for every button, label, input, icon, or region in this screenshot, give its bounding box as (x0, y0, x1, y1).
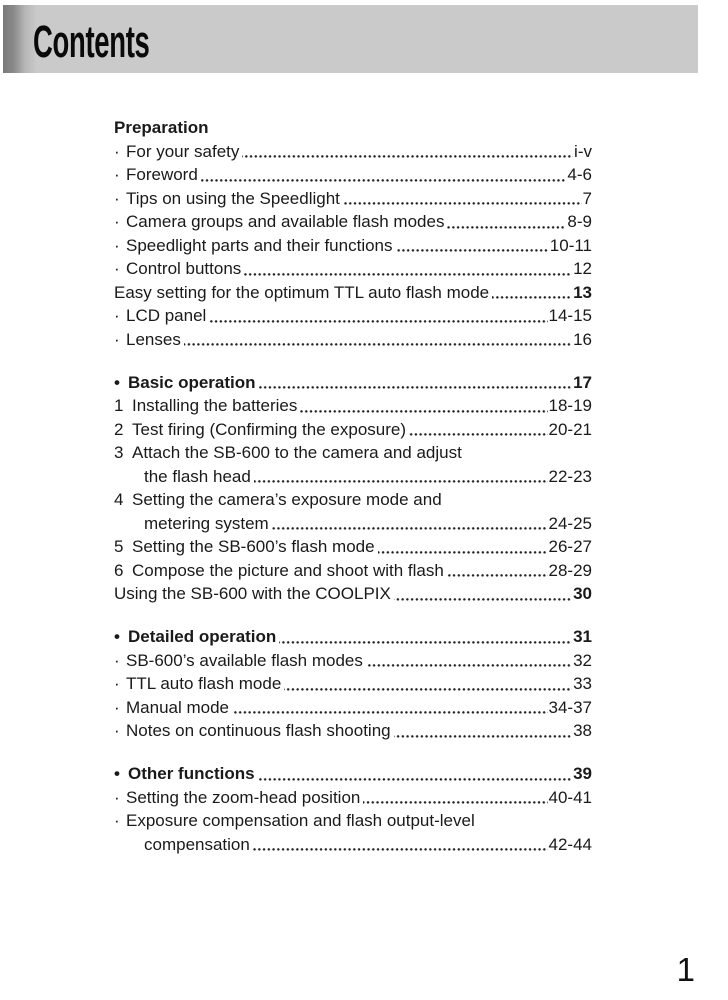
page-ref: 34-37 (548, 697, 592, 717)
dot-leader (232, 711, 548, 714)
toc-entry (114, 140, 592, 164)
page-ref: 30 (573, 584, 592, 603)
middot-bullet-icon: · (114, 329, 120, 349)
toc-entry-label: Control buttons (126, 259, 242, 278)
dot-leader (201, 179, 567, 182)
toc-entry-label: Lenses (126, 329, 181, 349)
middot-bullet-icon: · (114, 721, 120, 740)
toc-entry (114, 257, 592, 281)
dot-leader (394, 735, 572, 738)
page-ref: 16 (573, 329, 592, 349)
toc-entry-label: Manual mode (126, 697, 230, 717)
toc-section-heading (114, 371, 592, 395)
dot-leader (343, 202, 582, 205)
middot-bullet-icon: · (114, 306, 120, 325)
toc-entry-label: LCD panel (126, 306, 207, 325)
toc-entry-label: Basic operation (128, 372, 256, 392)
middot-bullet-icon: · (114, 188, 120, 208)
toc-entry-label: Exposure compensation and flash output-level (126, 811, 475, 830)
dot-leader (409, 433, 548, 436)
toc-entry-label: metering system (144, 513, 269, 533)
toc-entry-label: Compose the picture and shoot with flash (132, 560, 444, 580)
dot-leader (258, 778, 573, 781)
toc-entry (114, 187, 592, 211)
section-gap (114, 606, 592, 626)
toc-entry-label: Tips on using the Speedlight (126, 188, 340, 208)
page-ref: 40-41 (548, 787, 592, 807)
page-ref: 4-6 (567, 165, 592, 184)
dot-leader (394, 598, 572, 601)
toc-entry-label: Test firing (Confirming the exposure) (132, 419, 407, 439)
section-gap (114, 351, 592, 371)
bullet-icon: • (114, 764, 120, 783)
toc-entry-label: Camera groups and available flash modes (126, 212, 445, 231)
page-ref: 39 (573, 764, 592, 783)
dot-leader (396, 249, 549, 252)
toc-entry (114, 328, 592, 352)
toc-entry-label: Setting the SB-600’s flash mode (132, 537, 375, 556)
page-ref: 42-44 (548, 834, 592, 854)
bullet-icon: • (114, 372, 120, 392)
middot-bullet-icon: · (114, 787, 120, 807)
toc-entry (114, 163, 592, 187)
toc-entry-label: Using the SB-600 with the COOLPIX (114, 584, 391, 603)
dot-leader (363, 801, 547, 804)
middot-bullet-icon: · (114, 674, 120, 693)
toc-entry (114, 210, 592, 234)
toc-entry-label: Setting the zoom-head position (126, 787, 361, 807)
page-ref: i-v (574, 141, 592, 161)
dot-leader (184, 343, 572, 346)
page-ref: 26-27 (548, 537, 592, 556)
middot-bullet-icon: · (114, 811, 120, 830)
page-ref: 18-19 (548, 396, 592, 415)
toc-entry (114, 304, 592, 328)
page-ref: 7 (582, 188, 592, 208)
toc-entry-label: SB-600’s available flash modes (126, 650, 363, 670)
toc-entry-label: compensation (144, 834, 250, 854)
toc-entry-label: Setting the camera’s exposure mode and (132, 490, 442, 509)
page-ref: 14-15 (548, 306, 592, 325)
item-number: 3 (114, 443, 124, 462)
toc-entry-label: the flash head (144, 466, 251, 486)
toc-entry (114, 535, 592, 559)
middot-bullet-icon: · (114, 235, 120, 255)
dot-leader (492, 296, 572, 299)
page-ref: 31 (573, 627, 592, 646)
toc-entry-label: Other functions (128, 764, 255, 783)
toc-entry-label: Detailed operation (128, 627, 277, 646)
toc-entry (114, 672, 592, 696)
toc-entry (114, 786, 592, 810)
dot-leader (284, 688, 572, 691)
toc-section-heading (114, 762, 592, 786)
toc-entry (114, 809, 592, 833)
page-ref: 17 (573, 372, 592, 392)
dot-leader (447, 574, 548, 577)
toc-entry (114, 512, 592, 536)
item-number: 6 (114, 560, 124, 580)
toc-entry (114, 833, 592, 857)
toc-entry-label: Notes on continuous flash shooting (126, 721, 391, 740)
toc-section-heading (114, 625, 592, 649)
middot-bullet-icon: · (114, 650, 120, 670)
page-title: Contents (33, 16, 150, 67)
toc-entry (114, 441, 592, 465)
dot-leader (378, 551, 548, 554)
page-ref: 38 (573, 721, 592, 740)
toc-entry (114, 719, 592, 743)
bullet-icon: • (114, 627, 120, 646)
page-ref: 12 (573, 259, 592, 278)
toc-entry (114, 418, 592, 442)
toc-entry (114, 394, 592, 418)
dot-leader (272, 527, 548, 530)
middot-bullet-icon: · (114, 141, 120, 161)
toc-entry-label: TTL auto flash mode (126, 674, 282, 693)
toc-entry (114, 649, 592, 673)
item-number: 5 (114, 537, 124, 556)
header-bar (3, 5, 698, 73)
dot-leader (209, 320, 547, 323)
dot-leader (253, 848, 548, 851)
dot-leader (447, 226, 566, 229)
toc-entry (114, 465, 592, 489)
toc-list (114, 116, 592, 856)
toc-heading (114, 116, 592, 140)
page-number: 1 (676, 951, 695, 988)
page-ref: 22-23 (548, 466, 592, 486)
middot-bullet-icon: · (114, 165, 120, 184)
page-ref: 10-11 (549, 235, 592, 255)
toc-entry-label: Speedlight parts and their functions (126, 235, 393, 255)
dot-leader (300, 410, 547, 413)
page-ref: 32 (573, 650, 592, 670)
page-ref: 8-9 (567, 212, 592, 231)
toc-entry (114, 234, 592, 258)
toc-entry (114, 281, 592, 305)
toc-entry-label: Foreword (126, 165, 198, 184)
toc-entry-label: Easy setting for the optimum TTL auto flash mode (114, 282, 490, 302)
dot-leader (244, 273, 572, 276)
middot-bullet-icon: · (114, 697, 120, 717)
toc-entry (114, 582, 592, 606)
toc-entry-label: Attach the SB-600 to the camera and adjust (132, 443, 462, 462)
middot-bullet-icon: · (114, 212, 120, 231)
section-gap (114, 743, 592, 763)
page-ref: 33 (573, 674, 592, 693)
page-ref: 20-21 (548, 419, 592, 439)
dot-leader (242, 155, 573, 158)
toc-entry (114, 696, 592, 720)
page-ref: 28-29 (548, 560, 592, 580)
dot-leader (279, 641, 572, 644)
item-number: 4 (114, 490, 124, 509)
page-ref: 13 (573, 282, 592, 302)
toc-entry-label: Preparation (114, 118, 209, 137)
toc-entry-label: Installing the batteries (132, 396, 298, 415)
dot-leader (366, 664, 572, 667)
middot-bullet-icon: · (114, 259, 120, 278)
dot-leader (259, 386, 573, 389)
page-ref: 24-25 (548, 513, 592, 533)
toc-entry-label: For your safety (126, 141, 240, 161)
item-number: 2 (114, 419, 124, 439)
item-number: 1 (114, 396, 124, 415)
toc-entry (114, 559, 592, 583)
toc-entry (114, 488, 592, 512)
dot-leader (254, 480, 548, 483)
